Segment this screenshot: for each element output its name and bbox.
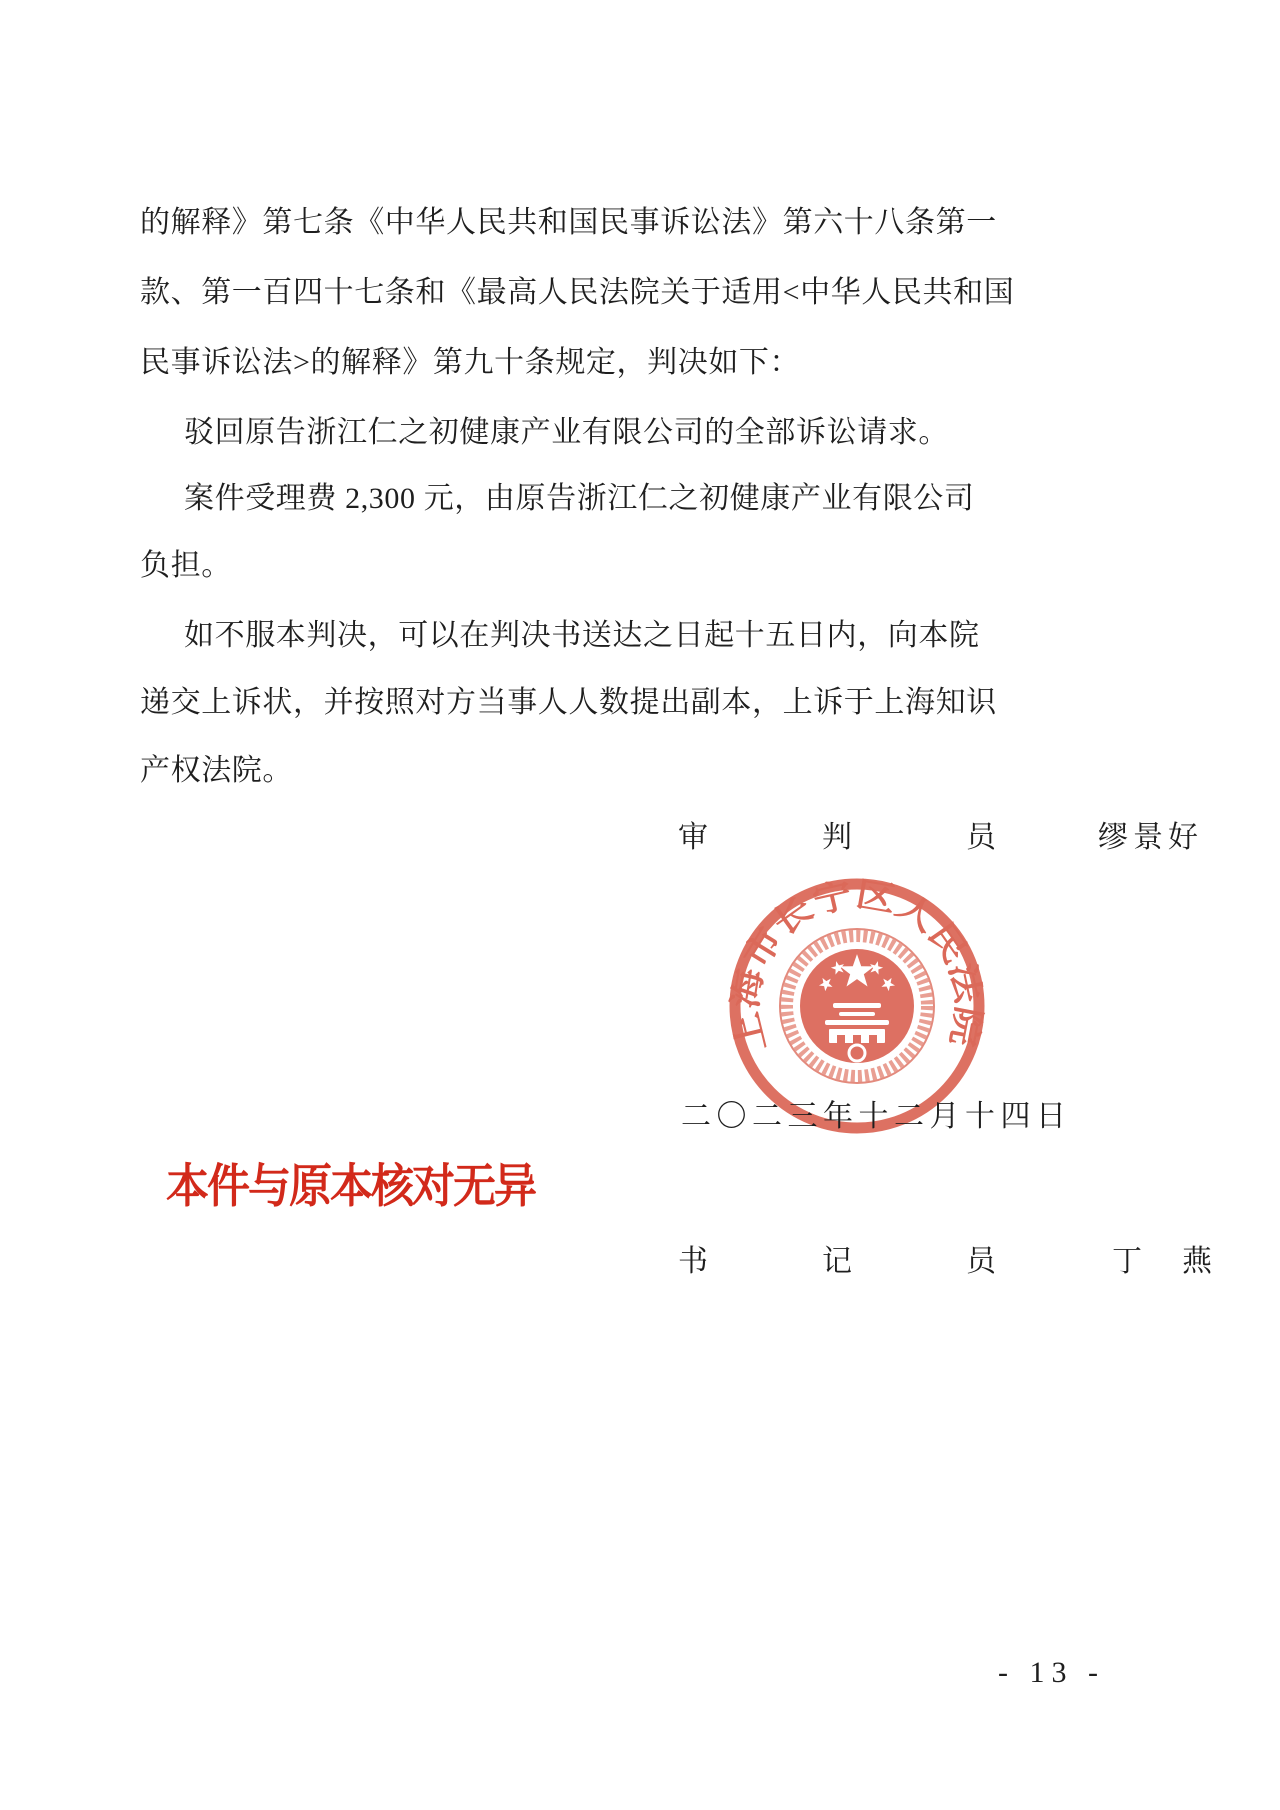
body-line: 如不服本判决，可以在判决书送达之日起十五日内，向本院 (184, 619, 980, 652)
seal-text: 上海市长宁区人民法院 (727, 876, 987, 1056)
body-line: 民事诉讼法>的解释》第九十条规定，判决如下： (140, 346, 801, 379)
body-line: 款、第一百四十七条和《最高人民法院关于适用<中华人民共和国 (140, 276, 1015, 309)
page-number: - 13 - (998, 1656, 1105, 1689)
body-line: 的解释》第七条《中华人民共和国民事诉讼法》第六十八条第一 (140, 206, 997, 239)
judge-name: 缪景好 (1098, 821, 1203, 854)
clerk-name: 丁 燕 (1112, 1245, 1217, 1278)
judge-signature-row (678, 818, 1203, 858)
verification-stamp: 本件与原本核对无异 (166, 1160, 535, 1213)
body-line: 递交上诉状，并按照对方当事人人数提出副本，上诉于上海知识 (140, 686, 997, 719)
judgment-date: 二〇二三年十二月十四日 (681, 1100, 1072, 1133)
body-line: 案件受理费 2,300 元，由原告浙江仁之初健康产业有限公司 (184, 482, 975, 515)
body-line: 产权法院。 (140, 754, 293, 787)
judge-title: 审 判 员 (678, 821, 1038, 854)
national-emblem-icon (780, 929, 934, 1083)
body-line: 负担。 (140, 549, 232, 582)
body-line: 驳回原告浙江仁之初健康产业有限公司的全部诉讼请求。 (184, 416, 949, 449)
clerk-signature-row (678, 1242, 1217, 1282)
clerk-title: 书 记 员 (678, 1245, 1038, 1278)
